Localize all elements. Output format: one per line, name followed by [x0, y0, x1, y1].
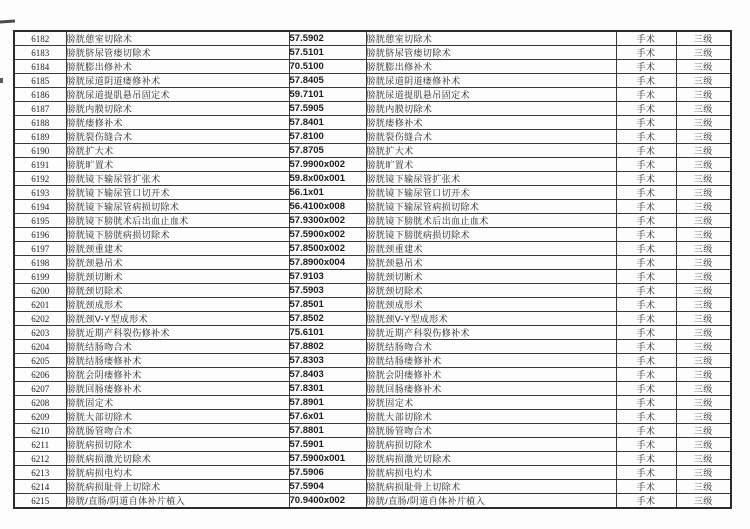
cell-procedure-code: 57.5900x002: [289, 228, 366, 242]
cell-procedure-name-cn: 膀胱结肠吻合术: [66, 340, 289, 354]
cell-category: 手术: [616, 270, 676, 284]
cell-procedure-name-cn: 膀胱颈成形术: [66, 298, 289, 312]
cell-procedure-code: 57.8801: [289, 424, 366, 438]
cell-category: 手术: [616, 452, 676, 466]
cell-sequence-number: 6199: [14, 270, 66, 284]
cell-sequence-number: 6215: [14, 494, 66, 509]
procedure-table: [13, 30, 732, 509]
cell-procedure-name-cn-2: 膀胱大部切除术: [366, 410, 616, 424]
table-row: [14, 480, 731, 494]
table-row: [14, 270, 731, 284]
cell-sequence-number: 6198: [14, 256, 66, 270]
cell-procedure-name-cn-2: 膀胱颈重建术: [366, 242, 616, 256]
cell-level: 三级: [676, 284, 731, 298]
cell-level: 三级: [676, 130, 731, 144]
table-row: [14, 396, 731, 410]
cell-category: 手术: [616, 102, 676, 116]
cell-procedure-name-cn-2: 膀胱病损激光切除术: [366, 452, 616, 466]
cell-sequence-number: 6183: [14, 46, 66, 60]
cell-procedure-name-cn: 膀胱旷置术: [66, 158, 289, 172]
scan-artifact-dash: [0, 19, 15, 23]
cell-category: 手术: [616, 396, 676, 410]
cell-sequence-number: 6182: [14, 31, 66, 46]
cell-procedure-name-cn: 膀胱固定术: [66, 396, 289, 410]
cell-sequence-number: 6197: [14, 242, 66, 256]
table-row: [14, 494, 731, 509]
table-row: [14, 340, 731, 354]
cell-level: 三级: [676, 144, 731, 158]
cell-procedure-code: 57.8802: [289, 340, 366, 354]
cell-sequence-number: 6206: [14, 368, 66, 382]
cell-level: 三级: [676, 158, 731, 172]
cell-procedure-name-cn: 膀胱内膜切除术: [66, 102, 289, 116]
table-row: [14, 284, 731, 298]
cell-sequence-number: 6186: [14, 88, 66, 102]
cell-sequence-number: 6200: [14, 284, 66, 298]
cell-procedure-code: 59.7101: [289, 88, 366, 102]
table-row: [14, 88, 731, 102]
cell-procedure-name-cn-2: 膀胱颈V-Y型成形术: [366, 312, 616, 326]
cell-procedure-code: 57.8401: [289, 116, 366, 130]
cell-sequence-number: 6207: [14, 382, 66, 396]
cell-category: 手术: [616, 298, 676, 312]
table-row: [14, 466, 731, 480]
cell-procedure-name-cn: 膀胱尿道提肌悬吊固定术: [66, 88, 289, 102]
cell-procedure-name-cn-2: 膀胱脐尿管瘘切除术: [366, 46, 616, 60]
cell-category: 手术: [616, 326, 676, 340]
cell-level: 三级: [676, 228, 731, 242]
cell-procedure-name-cn: 膀胱镜下膀胱病损切除术: [66, 228, 289, 242]
cell-procedure-code: 57.8500x002: [289, 242, 366, 256]
cell-procedure-name-cn-2: 膀胱病损耻骨上切除术: [366, 480, 616, 494]
cell-category: 手术: [616, 256, 676, 270]
cell-procedure-code: 57.5903: [289, 284, 366, 298]
cell-procedure-name-cn: 膀胱膨出修补术: [66, 60, 289, 74]
cell-procedure-name-cn-2: 膀胱膨出修补术: [366, 60, 616, 74]
table-row: [14, 172, 731, 186]
cell-procedure-code: 57.5906: [289, 466, 366, 480]
cell-level: 三级: [676, 102, 731, 116]
cell-level: 三级: [676, 88, 731, 102]
cell-procedure-code: 57.8501: [289, 298, 366, 312]
cell-level: 三级: [676, 424, 731, 438]
cell-sequence-number: 6211: [14, 438, 66, 452]
cell-category: 手术: [616, 424, 676, 438]
cell-procedure-code: 57.5902: [289, 31, 366, 46]
table-row: [14, 242, 731, 256]
table-row: [14, 354, 731, 368]
cell-sequence-number: 6195: [14, 214, 66, 228]
cell-level: 三级: [676, 186, 731, 200]
cell-procedure-name-cn: 膀胱回肠瘘修补术: [66, 382, 289, 396]
cell-procedure-name-cn: 膀胱病损激光切除术: [66, 452, 289, 466]
cell-procedure-name-cn: 膀胱脐尿管瘘切除术: [66, 46, 289, 60]
cell-procedure-name-cn-2: 膀胱镜下输尿管口切开术: [366, 186, 616, 200]
cell-procedure-code: 57.8901: [289, 396, 366, 410]
cell-procedure-name-cn-2: 膀胱旷置术: [366, 158, 616, 172]
cell-procedure-name-cn-2: 膀胱镜下膀胱术后出血止血术: [366, 214, 616, 228]
table-row: [14, 116, 731, 130]
table-row: [14, 31, 731, 46]
cell-procedure-name-cn: 膀胱结肠瘘修补术: [66, 354, 289, 368]
cell-procedure-name-cn-2: 膀胱内膜切除术: [366, 102, 616, 116]
cell-sequence-number: 6210: [14, 424, 66, 438]
cell-category: 手术: [616, 438, 676, 452]
cell-procedure-code: 57.8403: [289, 368, 366, 382]
cell-category: 手术: [616, 74, 676, 88]
cell-procedure-name-cn: 膀胱颈重建术: [66, 242, 289, 256]
cell-sequence-number: 6194: [14, 200, 66, 214]
cell-level: 三级: [676, 452, 731, 466]
cell-procedure-name-cn: 膀胱镜下膀胱术后出血止血术: [66, 214, 289, 228]
cell-procedure-name-cn: 膀胱镜下输尿管病损切除术: [66, 200, 289, 214]
cell-sequence-number: 6190: [14, 144, 66, 158]
cell-category: 手术: [616, 466, 676, 480]
cell-sequence-number: 6191: [14, 158, 66, 172]
table-row: [14, 102, 731, 116]
cell-procedure-code: 75.6101: [289, 326, 366, 340]
cell-sequence-number: 6205: [14, 354, 66, 368]
table-row: [14, 326, 731, 340]
cell-procedure-name-cn-2: 膀胱肠管吻合术: [366, 424, 616, 438]
cell-procedure-code: 59.8x00x001: [289, 172, 366, 186]
cell-procedure-name-cn-2: 膀胱病损切除术: [366, 438, 616, 452]
table-row: [14, 298, 731, 312]
cell-sequence-number: 6214: [14, 480, 66, 494]
cell-procedure-name-cn: 膀胱肠管吻合术: [66, 424, 289, 438]
cell-category: 手术: [616, 186, 676, 200]
cell-level: 三级: [676, 354, 731, 368]
cell-category: 手术: [616, 284, 676, 298]
cell-procedure-name-cn-2: 膀胱镜下输尿管扩张术: [366, 172, 616, 186]
cell-procedure-code: 57.6x01: [289, 410, 366, 424]
cell-procedure-name-cn: 膀胱憩室切除术: [66, 31, 289, 46]
cell-procedure-code: 70.5100: [289, 60, 366, 74]
cell-procedure-name-cn: 膀胱尿道阴道瘘修补术: [66, 74, 289, 88]
cell-procedure-name-cn: 膀胱病损耻骨上切除术: [66, 480, 289, 494]
cell-level: 三级: [676, 368, 731, 382]
cell-level: 三级: [676, 396, 731, 410]
cell-level: 三级: [676, 60, 731, 74]
table-row: [14, 424, 731, 438]
cell-category: 手术: [616, 242, 676, 256]
cell-procedure-name-cn-2: 膀胱尿道提肌悬吊固定术: [366, 88, 616, 102]
cell-procedure-code: 57.5901: [289, 438, 366, 452]
cell-category: 手术: [616, 60, 676, 74]
cell-category: 手术: [616, 46, 676, 60]
cell-procedure-code: 57.8900x004: [289, 256, 366, 270]
cell-sequence-number: 6189: [14, 130, 66, 144]
cell-category: 手术: [616, 31, 676, 46]
cell-procedure-name-cn: 膀胱瘘修补术: [66, 116, 289, 130]
cell-procedure-code: 57.5101: [289, 46, 366, 60]
cell-procedure-name-cn: 膀胱大部切除术: [66, 410, 289, 424]
cell-procedure-code: 57.9103: [289, 270, 366, 284]
cell-level: 三级: [676, 256, 731, 270]
cell-category: 手术: [616, 382, 676, 396]
procedure-table-body: [14, 31, 731, 508]
cell-level: 三级: [676, 466, 731, 480]
table-row: [14, 214, 731, 228]
cell-sequence-number: 6196: [14, 228, 66, 242]
table-row: [14, 130, 731, 144]
cell-sequence-number: 6203: [14, 326, 66, 340]
cell-sequence-number: 6212: [14, 452, 66, 466]
cell-procedure-name-cn: 膀胱病损电灼术: [66, 466, 289, 480]
cell-procedure-name-cn: 膀胱颈悬吊术: [66, 256, 289, 270]
cell-category: 手术: [616, 144, 676, 158]
cell-procedure-code: 57.8303: [289, 354, 366, 368]
cell-category: 手术: [616, 368, 676, 382]
cell-level: 三级: [676, 46, 731, 60]
scan-artifact-dot: [0, 78, 3, 83]
table-row: [14, 410, 731, 424]
cell-procedure-name-cn-2: 膀胱镜下膀胱病损切除术: [366, 228, 616, 242]
table-row: [14, 228, 731, 242]
cell-procedure-name-cn-2: 膀胱颈切除术: [366, 284, 616, 298]
cell-procedure-name-cn-2: 膀胱固定术: [366, 396, 616, 410]
cell-level: 三级: [676, 200, 731, 214]
cell-level: 三级: [676, 326, 731, 340]
cell-procedure-name-cn-2: 膀胱颈成形术: [366, 298, 616, 312]
cell-procedure-name-cn-2: 膀胱扩大术: [366, 144, 616, 158]
cell-procedure-name-cn-2: 膀胱/直肠/阴道自体补片植入: [366, 494, 616, 509]
cell-level: 三级: [676, 242, 731, 256]
cell-procedure-code: 57.5905: [289, 102, 366, 116]
cell-category: 手术: [616, 88, 676, 102]
cell-procedure-name-cn: 膀胱裂伤缝合术: [66, 130, 289, 144]
cell-level: 三级: [676, 270, 731, 284]
cell-level: 三级: [676, 298, 731, 312]
cell-sequence-number: 6208: [14, 396, 66, 410]
cell-category: 手术: [616, 494, 676, 509]
cell-procedure-name-cn-2: 膀胱病损电灼术: [366, 466, 616, 480]
cell-procedure-name-cn: 膀胱镜下输尿管口切开术: [66, 186, 289, 200]
cell-level: 三级: [676, 312, 731, 326]
table-row: [14, 256, 731, 270]
cell-procedure-name-cn: 膀胱/直肠/阴道自体补片植入: [66, 494, 289, 509]
cell-procedure-name-cn-2: 膀胱镜下输尿管病损切除术: [366, 200, 616, 214]
table-row: [14, 200, 731, 214]
cell-procedure-name-cn: 膀胱颈切除术: [66, 284, 289, 298]
cell-category: 手术: [616, 480, 676, 494]
cell-procedure-name-cn: 膀胱会阴瘘修补术: [66, 368, 289, 382]
cell-category: 手术: [616, 200, 676, 214]
cell-procedure-name-cn: 膀胱扩大术: [66, 144, 289, 158]
table-row: [14, 452, 731, 466]
cell-procedure-code: 57.5904: [289, 480, 366, 494]
table-row: [14, 74, 731, 88]
cell-procedure-name-cn-2: 膀胱结肠吻合术: [366, 340, 616, 354]
cell-procedure-name-cn-2: 膀胱会阴瘘修补术: [366, 368, 616, 382]
cell-procedure-code: 57.9900x002: [289, 158, 366, 172]
cell-level: 三级: [676, 480, 731, 494]
cell-procedure-code: 57.8100: [289, 130, 366, 144]
cell-sequence-number: 6202: [14, 312, 66, 326]
cell-level: 三级: [676, 382, 731, 396]
cell-procedure-name-cn-2: 膀胱颈切断术: [366, 270, 616, 284]
table-row: [14, 144, 731, 158]
cell-level: 三级: [676, 340, 731, 354]
cell-category: 手术: [616, 312, 676, 326]
cell-category: 手术: [616, 130, 676, 144]
cell-procedure-name-cn-2: 膀胱裂伤缝合术: [366, 130, 616, 144]
cell-procedure-name-cn: 膀胱颈V-Y型成形术: [66, 312, 289, 326]
cell-category: 手术: [616, 214, 676, 228]
cell-procedure-code: 70.9400x002: [289, 494, 366, 509]
cell-procedure-name-cn-2: 膀胱尿道阴道瘘修补术: [366, 74, 616, 88]
table-row: [14, 312, 731, 326]
cell-procedure-name-cn-2: 膀胱瘘修补术: [366, 116, 616, 130]
cell-procedure-code: 57.8705: [289, 144, 366, 158]
cell-category: 手术: [616, 172, 676, 186]
cell-procedure-name-cn-2: 膀胱颈悬吊术: [366, 256, 616, 270]
table-row: [14, 368, 731, 382]
cell-procedure-name-cn: 膀胱镜下输尿管扩张术: [66, 172, 289, 186]
cell-category: 手术: [616, 228, 676, 242]
cell-level: 三级: [676, 214, 731, 228]
cell-level: 三级: [676, 74, 731, 88]
cell-procedure-code: 57.5900x001: [289, 452, 366, 466]
cell-procedure-code: 57.9300x002: [289, 214, 366, 228]
cell-sequence-number: 6192: [14, 172, 66, 186]
cell-sequence-number: 6185: [14, 74, 66, 88]
cell-procedure-name-cn-2: 膀胱近期产科裂伤修补术: [366, 326, 616, 340]
cell-sequence-number: 6184: [14, 60, 66, 74]
cell-procedure-name-cn: 膀胱近期产科裂伤修补术: [66, 326, 289, 340]
cell-sequence-number: 6201: [14, 298, 66, 312]
cell-procedure-name-cn: 膀胱病损切除术: [66, 438, 289, 452]
cell-sequence-number: 6213: [14, 466, 66, 480]
cell-level: 三级: [676, 438, 731, 452]
cell-procedure-name-cn-2: 膀胱回肠瘘修补术: [366, 382, 616, 396]
cell-procedure-name-cn: 膀胱颈切断术: [66, 270, 289, 284]
cell-procedure-name-cn-2: 膀胱憩室切除术: [366, 31, 616, 46]
cell-level: 三级: [676, 116, 731, 130]
table-row: [14, 382, 731, 396]
cell-procedure-code: 57.8502: [289, 312, 366, 326]
table-row: [14, 60, 731, 74]
cell-sequence-number: 6188: [14, 116, 66, 130]
cell-category: 手术: [616, 354, 676, 368]
cell-procedure-name-cn-2: 膀胱结肠瘘修补术: [366, 354, 616, 368]
cell-procedure-code: 57.8405: [289, 74, 366, 88]
table-row: [14, 158, 731, 172]
cell-level: 三级: [676, 494, 731, 509]
cell-category: 手术: [616, 410, 676, 424]
cell-procedure-code: 57.8301: [289, 382, 366, 396]
table-row: [14, 46, 731, 60]
cell-category: 手术: [616, 158, 676, 172]
cell-sequence-number: 6187: [14, 102, 66, 116]
cell-procedure-code: 56.4100x008: [289, 200, 366, 214]
cell-category: 手术: [616, 340, 676, 354]
cell-level: 三级: [676, 31, 731, 46]
cell-sequence-number: 6204: [14, 340, 66, 354]
table-row: [14, 438, 731, 452]
table-row: [14, 186, 731, 200]
cell-level: 三级: [676, 410, 731, 424]
cell-sequence-number: 6193: [14, 186, 66, 200]
cell-level: 三级: [676, 172, 731, 186]
cell-procedure-code: 56.1x01: [289, 186, 366, 200]
cell-sequence-number: 6209: [14, 410, 66, 424]
cell-category: 手术: [616, 116, 676, 130]
